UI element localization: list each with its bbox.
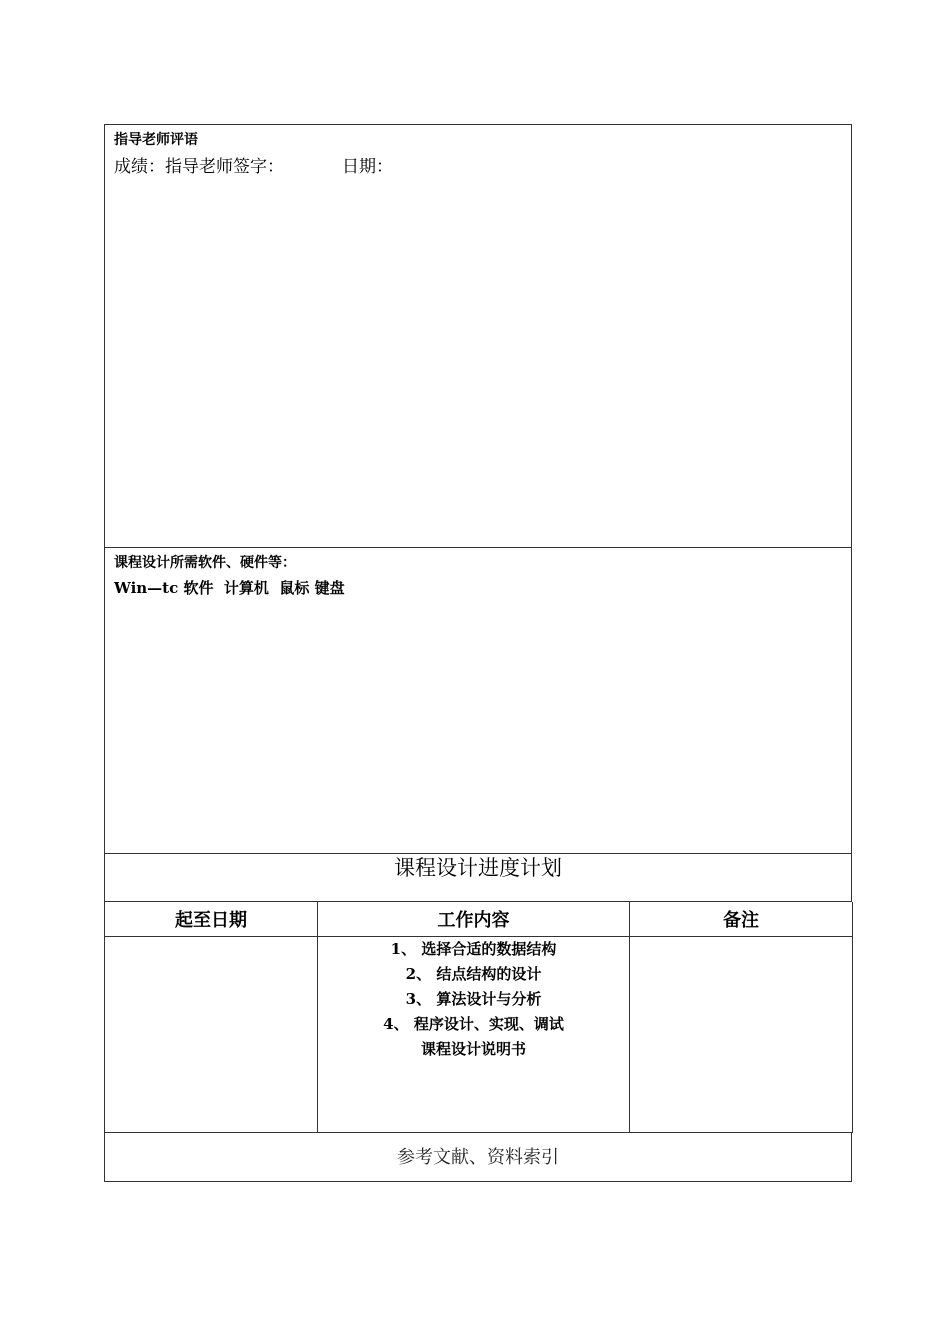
requirements-title: 课程设计所需软件、硬件等： [114, 555, 296, 571]
requirements-content: Win—tc 软件 计算机 鼠标 键盘 [114, 579, 345, 597]
form-page [104, 124, 852, 1182]
signature-label: 指导老师签字： [165, 157, 284, 177]
column-header-notes: 备注 [630, 902, 853, 937]
notes-cell [630, 937, 853, 1133]
date-label: 日期： [342, 157, 393, 177]
column-header-work: 工作内容 [318, 902, 630, 937]
schedule-title-row [104, 854, 852, 902]
work-item: 2、 结点结构的设计 [405, 965, 542, 983]
teacher-comment-title: 指导老师评语 [114, 132, 198, 148]
schedule-title: 课程设计进度计划 [394, 856, 562, 880]
teacher-comment-section [104, 124, 852, 548]
work-cell [318, 937, 630, 1133]
work-item: 1、 选择合适的数据结构 [390, 940, 557, 958]
grade-label: 成绩： [114, 157, 165, 177]
work-item: 4、 程序设计、实现、调试 [383, 1015, 564, 1033]
schedule-header-row [105, 902, 853, 937]
references-title: 参考文献、资料索引 [397, 1147, 559, 1168]
requirements-section [104, 548, 852, 854]
references-section [104, 1133, 852, 1182]
work-item: 3、 算法设计与分析 [405, 990, 542, 1008]
work-item: 课程设计说明书 [420, 1040, 526, 1058]
schedule-table [104, 902, 853, 1133]
signature-line [114, 152, 393, 177]
dates-cell [105, 937, 318, 1133]
schedule-content-row [105, 937, 853, 1133]
column-header-dates: 起至日期 [105, 902, 318, 937]
